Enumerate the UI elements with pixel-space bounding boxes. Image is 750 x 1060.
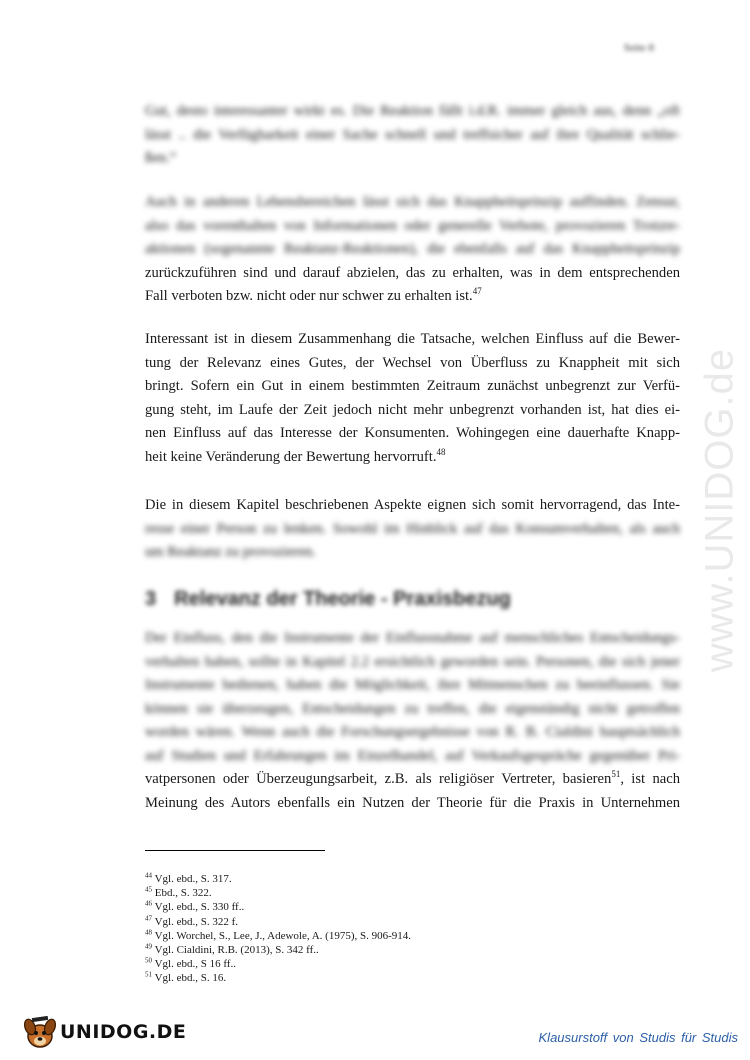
footnote-ref: 47 bbox=[472, 286, 482, 297]
section-number: 3 bbox=[145, 588, 157, 610]
text-line: lässt .. die Verfügbarkeit einer Sache schnell und treffsicher auf ihre Qualität schlie- bbox=[145, 126, 680, 143]
text-line: worden wären. Wenn auch die Forschungsergebnisse von R. B. Cialdini hauptsächlich bbox=[145, 724, 680, 740]
text-line: vatpersonen oder Überzeugungsarbeit, z.B. als religiöser Vertreter, basieren$^{51}$, ist nach bbox=[145, 769, 680, 787]
page-number: Seite 8 bbox=[623, 42, 654, 54]
section-title: Relevanz der Theorie - Praxisbezug bbox=[174, 588, 511, 610]
text-line: aktionen (sogenannte Reaktanz-Reaktionen), die ebenfalls auf das Knappheitsprinzip bbox=[145, 241, 680, 257]
text-line: resse einer Person zu lenken. Sowohl im Hinblick auf das Konsumverhalten, als auch bbox=[145, 520, 680, 537]
text-line: nen Einfluss auf das Interesse der Konsumenten. Wohingegen eine dauerhafte Knapp- bbox=[145, 425, 680, 441]
text-line: Instrumente bedienen, haben die Möglichkeit, ihre Mitmenschen zu beeinflussen. Sie bbox=[145, 677, 680, 693]
footnote-list bbox=[145, 872, 411, 986]
text-line: heit keine Veränderung der Bewertung hervorruft.$^{48}$ bbox=[145, 446, 446, 465]
footnote-item: $^{44}$ Vgl. ebd., S. 317. bbox=[145, 871, 232, 885]
footnote-ref: 51 bbox=[611, 769, 621, 780]
text-line: Die in diesem Kapitel beschriebenen Aspekte eignen sich somit hervorragend, das Inte- bbox=[145, 497, 680, 513]
paragraph-4 bbox=[145, 494, 680, 565]
text-line: also das vorenthalten von Informationen oder generelle Verbote, provozieren Trotzre- bbox=[145, 217, 680, 234]
paragraph-3 bbox=[145, 328, 680, 469]
paragraph-2 bbox=[145, 191, 680, 309]
text-line: Interessant ist in diesem Zusammenhang die Tatsache, welchen Einfluss auf die Bewer- bbox=[145, 331, 680, 347]
text-line: Meinung des Autors ebenfalls ein Nutzen der Theorie für die Praxis in Unternehmen bbox=[145, 794, 680, 811]
footnote-item: $^{51}$ Vgl. ebd., S. 16. bbox=[145, 970, 227, 985]
unidog-logo[interactable] bbox=[22, 1014, 186, 1050]
text-line: zurückzuführen sind und darauf abzielen, das zu erhalten, was in dem entsprechenden bbox=[145, 264, 680, 281]
text-line: können sie überzeugen, Entscheidungen zu treffen, die eigenständig nicht getroffen bbox=[145, 700, 680, 717]
text-line: ßen.“ bbox=[145, 150, 177, 166]
text-line: tung der Relevanz eines Gutes, der Wechsel von Überfluss zu Knappheit mit sich bbox=[145, 354, 680, 371]
footnote-divider bbox=[145, 850, 325, 851]
footnote-item: $^{49}$ Vgl. Cialdini, R.B. (2013), S. 342 ff.. bbox=[145, 942, 319, 957]
logo-text: UNIDOG.DE bbox=[60, 1021, 187, 1043]
paragraph-5 bbox=[145, 627, 680, 815]
text-line: gung steht, im Laufe der Zeit jedoch nicht mehr unbegrenzt vorhanden ist, hat dies ei- bbox=[145, 401, 680, 418]
text-line: Fall verboten bzw. nicht oder nur schwer zu erhalten ist.$^{47}$ bbox=[145, 286, 482, 304]
dog-mascot-icon bbox=[22, 1014, 58, 1050]
text-line: Auch in anderen Lebensbereichen lässt sich das Knappheitsprinzip auffinden. Zensur, bbox=[145, 194, 680, 210]
footnote-ref: 48 bbox=[436, 446, 446, 457]
footnote-item: $^{46}$ Vgl. ebd., S. 330 ff.. bbox=[145, 899, 245, 914]
footnote-item: $^{45}$ Ebd., S. 322. bbox=[145, 885, 212, 900]
text-line: auf Studien und Erfahrungen im Einzelhandel, auf Verkaufsgespräche gegenüber Pri- bbox=[145, 747, 680, 764]
text-line: um Reaktanz zu provozieren. bbox=[145, 544, 316, 560]
text-line: Der Einfluss, den die Instrumente der Einflussnahme auf menschliches Entscheidungs- bbox=[145, 630, 680, 646]
footnote-item: $^{47}$ Vgl. ebd., S. 322 f. bbox=[145, 913, 238, 928]
footnote-item: $^{50}$ Vgl. ebd., S 16 ff.. bbox=[145, 956, 236, 971]
slogan: Klausurstoff von Studis für Studis bbox=[538, 1030, 738, 1045]
text-line: bringt. Sofern ein Gut in einem bestimmten Zeitraum zunächst unbegrenzt zur Verfü- bbox=[145, 378, 680, 394]
paragraph-1 bbox=[145, 100, 680, 171]
footnote-item: $^{48}$ Vgl. Worchel, S., Lee, J., Adewole, A. (1975), S. 906-914. bbox=[145, 928, 412, 942]
text-line: Gut, desto interessanter wirkt es. Die Reaktion fällt i.d.R. immer gleich aus, denn „oft bbox=[145, 103, 680, 119]
section-heading bbox=[145, 588, 511, 611]
watermark-text: www.UNIDOG.de bbox=[697, 347, 742, 673]
watermark bbox=[697, 280, 742, 740]
text-line: verhalten haben, sollte in Kapitel 2.2 ersichtlich geworden sein. Personen, die sich jener bbox=[145, 653, 680, 670]
